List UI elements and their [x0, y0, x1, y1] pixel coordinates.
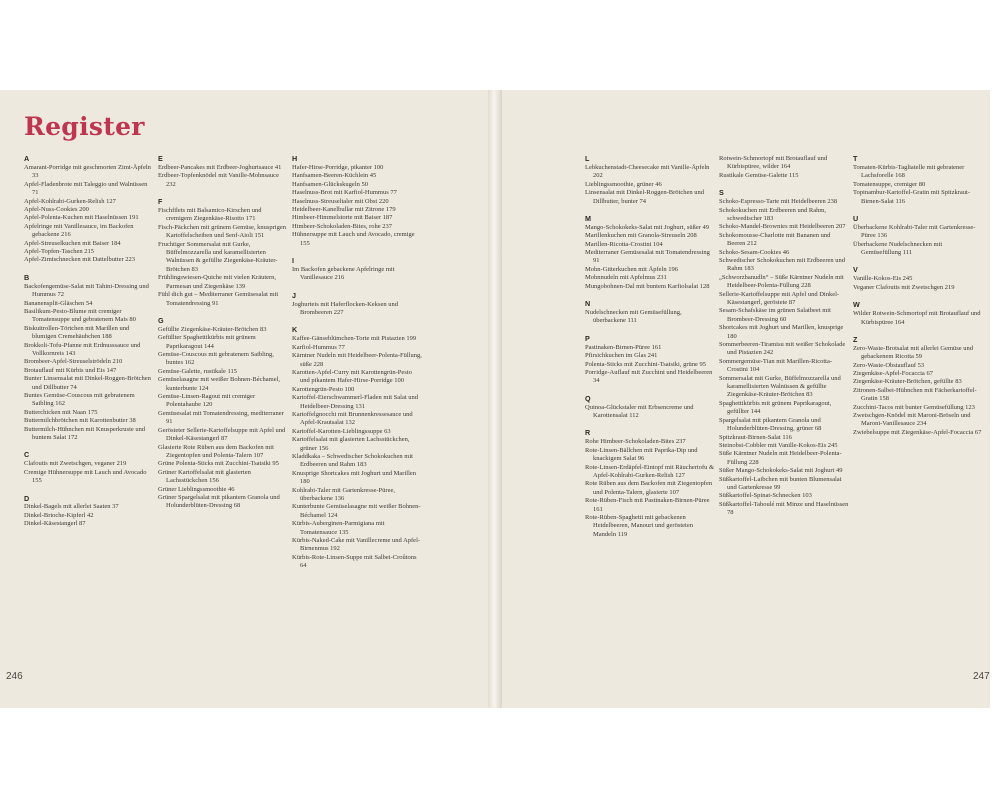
index-entry: Fruchtiger Sommersalat mit Gurke, Büffelmozzarella und karamellisierten Walnüssen & gefüllte Ziegenkäse-Kräuter-Brötchen 83	[158, 240, 278, 273]
page-number-left: 246	[6, 671, 23, 682]
index-entry: Rote-Rüben-Fisch mit Pastinaken-Birnen-Püree 161	[585, 497, 710, 513]
index-entry: Knusprige Shortcakes mit Joghurt und Marillen 180	[292, 469, 417, 486]
section-letter: C	[24, 450, 30, 460]
index-column-3	[292, 155, 422, 580]
index-entry: Süßkartoffel-Taboulé mit Minze und Haselnüssen 78	[719, 500, 849, 517]
index-entry: Linsensalat mit Dinkel-Roggen-Brötchen und Dillbutter, bunter 74	[585, 189, 704, 205]
index-entry: Joghurteis mit Haferflocken-Keksen und Brombeeren 227	[292, 300, 398, 316]
index-section	[292, 155, 422, 248]
page-number-right: 247	[973, 671, 990, 682]
index-entry: Schwedischer Schokokuchen mit Erdbeeren und Rahm 183	[719, 256, 845, 273]
index-entry: Kaffee-Gänseblümchen-Torte mit Pistazien 199	[292, 335, 417, 343]
index-entry: Brokkoli-Tofu-Pfanne mit Erdnusssauce und Vollkornreis 143	[24, 341, 141, 357]
index-entry: Ziegenkäse-Apfel-Focaccia 67	[853, 370, 933, 378]
index-section	[719, 189, 849, 517]
index-section	[585, 429, 715, 539]
index-entry: Grüner Kartoffelsalat mit glasierten Lachsstückchen 156	[158, 468, 251, 485]
index-entry: Süßkartoffel-Spinat-Schnecken 103	[719, 492, 812, 500]
index-section	[585, 335, 715, 386]
index-section	[24, 451, 154, 485]
index-entry: Apfel-Fladenbrote mit Taleggio und Walnüssen 71	[24, 180, 148, 197]
index-entry: Butterchicken mit Naan 175	[24, 408, 98, 416]
index-entry: Erdbeer-Pancakes mit Erdbeer-Joghurtsauce 41	[158, 163, 282, 171]
index-entry: Gemüse-Couscous mit gebratenem Saibling, buntes 162	[158, 351, 274, 367]
index-section	[292, 257, 422, 283]
index-entry: Buttermilch-Hühnchen mit Knusperkruste und buntem Salat 172	[24, 425, 146, 441]
index-entry: Kartoffel-Karotten-Lieblingssuppe 63	[292, 427, 391, 435]
section-letter: V	[853, 265, 858, 275]
index-entry: Bananensplit-Gläschen 54	[24, 299, 93, 307]
index-section	[585, 215, 715, 291]
index-entry: Veganer Clafoutis mit Zwetschgen 219	[853, 283, 955, 291]
index-entry: „Schworzbanudln“ – Süße Kärntner Nudeln mit Heidelbeer-Polenta-Füllung 228	[719, 273, 844, 290]
index-entry: Ziegenkäse-Kräuter-Brötchen, gefüllte 83	[853, 378, 962, 386]
index-entry: Fisch-Päckchen mit grünem Gemüse, knusprigen Kartoffelscheiben und Senf-Aioli 151	[158, 223, 286, 240]
section-letter: H	[292, 154, 298, 163]
index-entry: Schokokuchen mit Erdbeeren und Rahm, schwedischer 183	[719, 206, 827, 222]
section-letter: J	[292, 290, 296, 300]
index-entry: Frühlingswiesen-Quiche mit vielen Kräutern, Parmesan und Ziegenkäse 139	[158, 274, 277, 290]
section-letter: Z	[853, 334, 858, 344]
index-column-4	[585, 155, 715, 548]
index-section	[853, 215, 983, 258]
index-column-6	[853, 155, 983, 446]
index-entry: Überbackene Kohlrabi-Taler mit Gartenkresse-Püree 136	[853, 223, 976, 240]
index-entry: Bunter Linsensalat mit Dinkel-Roggen-Brötchen und Dillbutter 74	[24, 375, 151, 391]
index-entry: Grüner Lieblingssmoothie 46	[158, 485, 235, 493]
index-entry: Sesam-Schafskäse im grünen Salatbeet mit Brombeer-Dressing 60	[719, 307, 831, 323]
index-entry: Backofengemüse-Salat mit Tahini-Dressing und Hummus 72	[24, 282, 149, 299]
index-entry: Nudelschnecken mit Gemüsefüllung, überbackene 111	[585, 309, 682, 325]
index-entry: Amarant-Porridge mit geschmorten Zimt-Äpfeln 33	[24, 163, 151, 180]
section-letter: A	[24, 154, 30, 163]
index-entry: Rote-Linsen-Bällchen mit Paprika-Dip und knackigem Salat 96	[585, 446, 698, 463]
section-letter: D	[24, 493, 30, 503]
index-entry: Mohnnudeln mit Apfelmus 231	[585, 274, 667, 282]
index-entry: Schoko-Mandel-Brownies mit Heidelbeeren 207	[719, 223, 846, 231]
section-letter: M	[585, 213, 591, 223]
index-entry: Kladdkaka – Schwedischer Schokokuchen mit Erdbeeren und Rahm 183	[292, 453, 413, 469]
index-entry: Süßer Mango-Schokokeks-Salat mit Joghurt 49	[719, 467, 843, 475]
index-section	[719, 155, 849, 180]
index-entry: Grüne Polenta-Sticks mit Zucchini-Tsatsiki 95	[158, 460, 279, 468]
index-entry: Lieblingssmoothie, grüner 46	[585, 180, 662, 188]
index-entry: Hafer-Hirse-Porridge, pikanter 100	[292, 163, 384, 171]
page-title: Register	[24, 112, 145, 141]
index-entry: Marillen-Ricotta-Crostini 104	[585, 240, 663, 248]
index-section	[24, 274, 154, 443]
index-entry: Buttermilchbrötchen mit Karottenbutter 38	[24, 417, 136, 425]
index-entry: Sommerbeeren-Tiramisu mit weißer Schokolade und Pistazien 242	[719, 341, 846, 357]
index-column-5	[719, 155, 849, 527]
index-entry: Rotwein-Schmortopf mit Brotauflauf und Kürbispüree, wilder 164	[719, 155, 828, 171]
index-entry: Zero-Waste-Obstauflauf 53	[853, 361, 925, 369]
index-entry: Zitronen-Salbei-Hühnchen mit Fächerkartoffel-Gratin 158	[853, 386, 977, 403]
index-entry: Kartoffelsalat mit glasierten Lachsstückchen, grüner 156	[292, 436, 410, 452]
index-entry: Gefüllter Spaghettikürbis mit grünem Paprikaragout 144	[158, 334, 256, 350]
index-section	[585, 395, 715, 421]
index-entry: Rote Rüben aus dem Backofen mit Ziegentopfen und Polenta-Talern, glasierte 107	[585, 480, 713, 496]
index-entry: Karottengrün-Pesto 100	[292, 385, 355, 393]
index-entry: Fischfilets mit Balsamico-Kirschen und cremigem Ziegenkäse-Risotto 171	[158, 207, 262, 223]
index-entry: Sellerie-Kartoffelsuppe mit Apfel und Dinkel-Käsestangerl, geröstete 87	[719, 290, 840, 306]
index-entry: Apfel-Nuss-Cookies 200	[24, 205, 89, 213]
index-entry: Gemüse-Linsen-Ragout mit cremiger Polentahaube 120	[158, 393, 256, 409]
index-entry: Quinoa-Glückstaler mit Erbsencreme und Karottensalat 112	[585, 403, 694, 420]
index-entry: Überbackene Nudelschnecken mit Gemüsefüllung 111	[853, 240, 943, 257]
index-entry: Erdbeer-Topfenknödel mit Vanille-Mohnsauce 232	[158, 172, 279, 188]
index-entry: Porridge-Auflauf mit Zucchini und Heidelbeeren 34	[585, 368, 713, 385]
index-entry: Kürbis-Naked-Cake mit Vanillecreme und Apfel-Birnenmus 192	[292, 537, 421, 553]
index-entry: Süßkartoffel-Laibchen mit bunten Blumensalat und Gartenkresse 99	[719, 475, 842, 491]
index-entry: Shortcakes mit Joghurt und Marillen, knusprige 180	[719, 324, 844, 340]
index-entry: Brombeer-Apfel-Streuselströdeln 210	[24, 358, 123, 366]
index-entry: Apfel-Polenta-Kuchen mit Haselnüssen 191	[24, 214, 139, 222]
index-section	[292, 326, 422, 570]
index-section	[24, 495, 154, 529]
book-spine	[488, 90, 502, 708]
index-entry: Süße Kärntner Nudeln mit Heidelbeer-Polenta-Füllung 228	[719, 450, 842, 466]
index-entry: Dinkel-Käsestangerl 87	[24, 520, 86, 528]
index-entry: Hanfsamen-Glückskugeln 50	[292, 180, 368, 188]
index-entry: Mungobohnen-Dal mit buntem Karfiolsalat 128	[585, 282, 710, 290]
index-entry: Lebkuchenstadt-Cheesecake mit Vanille-Äpfeln 202	[585, 163, 710, 180]
index-section	[585, 155, 715, 206]
index-entry: Mohn-Gitterkuchen mit Äpfeln 196	[585, 265, 678, 273]
index-entry: Hanfsamen-Beeren-Küchlein 45	[292, 172, 377, 180]
index-column-2	[158, 155, 288, 520]
index-entry: Glasierte Rote Rüben aus dem Backofen mit Ziegentopfen und Polenta-Talern 107	[158, 443, 274, 459]
index-entry: Brotauflauf mit Kürbis und Eis 147	[24, 366, 117, 374]
index-entry: Fühl dich gut – Mediterraner Gemüsesalat mit Tomatendressing 91	[158, 291, 279, 307]
index-entry: Cremige Hühnersuppe mit Lauch und Avocado 155	[24, 468, 147, 485]
index-entry: Schokomousse-Charlotte mit Bananen und Beeren 212	[719, 231, 831, 248]
index-entry: Rote-Linsen-Erdäpfel-Eintopf mit Räuchertofu & Apfel-Kohlrabi-Gurken-Relish 127	[585, 463, 715, 479]
section-letter: K	[292, 325, 298, 335]
index-entry: Apfel-Zimtschnecken mit Dattelbutter 223	[24, 256, 136, 264]
index-entry: Spargelsalat mit pikantem Granola und Holunderblüten-Dressing, grüner 68	[719, 416, 822, 433]
index-entry: Gemüse-Galette, rustikale 115	[158, 367, 237, 375]
section-letter: E	[158, 154, 163, 163]
section-letter: R	[585, 428, 591, 438]
index-entry: Basilikum-Pesto-Blume mit cremiger Tomatensuppe und gebratenem Mais 80	[24, 307, 136, 324]
index-entry: Tomaten-Kürbis-Tagliatelle mit gebratener Lachsforelle 168	[853, 163, 965, 180]
section-letter: F	[158, 197, 163, 207]
index-entry: Haselnuss-Brot mit Karfiol-Hummus 77	[292, 189, 397, 197]
index-entry: Tomatensuppe, cremiger 80	[853, 180, 926, 188]
index-section	[853, 301, 983, 327]
index-section	[585, 300, 715, 326]
section-letter: S	[719, 188, 724, 198]
index-entry: Karfiol-Hummus 77	[292, 343, 345, 351]
index-entry: Spaghettikürbis mit grünem Paprikaragout, gefüllter 144	[719, 399, 832, 416]
index-section	[853, 266, 983, 292]
index-entry: Pastinaken-Birnen-Püree 161	[585, 343, 662, 351]
index-entry: Kartoffelgnocchi mit Brunnenkressesauce und Apfel-Krautsalat 132	[292, 410, 413, 427]
index-entry: Mango-Schokokeks-Salat mit Joghurt, süßer 49	[585, 223, 710, 231]
index-entry: Mediterraner Gemüsesalat mit Tomatendressing 91	[585, 249, 710, 265]
index-entry: Vanille-Kokos-Eis 245	[853, 275, 913, 283]
index-entry: Biskuitrollen-Törtchen mit Marillen und blumigen Cremehäubchen 188	[24, 324, 130, 341]
index-entry: Kürbis-Auberginen-Parmigiana mit Tomatensauce 135	[292, 520, 385, 536]
index-entry: Zwiebelsuppe mit Ziegenkäse-Apfel-Focaccia 67	[853, 428, 982, 436]
index-entry: Himbeer-Himmelstorte mit Baiser 187	[292, 214, 393, 222]
index-entry: Kartoffel-Eierschwammerl-Fladen mit Salat und Heidelbeer-Dressing 131	[292, 394, 419, 410]
index-entry: Zwetschgen-Knödel mit Maroni-Bröseln und Maroni-Vanillesauce 234	[853, 412, 971, 428]
index-entry: Zucchini-Tacos mit bunter Gemüsefüllung 123	[853, 403, 975, 411]
index-entry: Sommergemüse-Tian mit Marillen-Ricotta-Crostini 104	[719, 357, 833, 374]
index-column-1	[24, 155, 154, 538]
index-section	[853, 336, 983, 437]
section-letter: L	[585, 154, 590, 163]
index-entry: Gefüllte Ziegenkäse-Kräuter-Brötchen 83	[158, 325, 267, 333]
section-letter: T	[853, 154, 858, 163]
index-entry: Topinambur-Kartoffel-Gratin mit Spitzkraut-Birnen-Salat 116	[853, 189, 970, 205]
section-letter: G	[158, 315, 164, 325]
index-entry: Schoko-Sesam-Cookies 46	[719, 248, 790, 256]
section-letter: I	[292, 255, 294, 265]
index-entry: Apfel-Streuselkuchen mit Baiser 184	[24, 239, 121, 247]
section-letter: W	[853, 300, 860, 310]
index-entry: Wilder Rotwein-Schmortopf mit Brotauflauf und Kürbispüree 164	[853, 310, 981, 326]
index-section	[158, 198, 288, 308]
index-entry: Im Backofen gebackene Apfelringe mit Vanillesauce 216	[292, 265, 395, 282]
index-entry: Hühnersuppe mit Lauch und Avocado, cremige 155	[292, 231, 415, 247]
index-entry: Gerösteter Sellerie-Kartoffelsuppe mit Apfel und Dinkel-Käsestangerl 87	[158, 426, 286, 443]
index-entry: Zero-Waste-Brotsalat mit allerlei Gemüse und gebackenem Ricotta 59	[853, 344, 974, 361]
index-entry: Clafoutis mit Zwetschgen, veganer 219	[24, 460, 127, 468]
index-entry: Schoko-Espresso-Tarte mit Heidelbeeren 238	[719, 198, 838, 206]
index-entry: Spitzkraut-Birnen-Salat 116	[719, 433, 792, 441]
index-entry: Sommersalat mit Gurke, Büffelmozzarella und karamellisierten Walnüssen & gefüllte Ziegenkäse-Kräuter-Brötchen 83	[719, 374, 841, 399]
index-entry: Polenta-Sticks mit Zucchini-Tsatsiki, grüne 95	[585, 360, 707, 368]
index-entry: Apfel-Topfen-Taschen 215	[24, 247, 95, 255]
index-entry: Rote-Rüben-Spaghetti mit gebackenen Heidelbeeren, Manouri und gerösteten Mandeln 119	[585, 514, 693, 538]
index-entry: Buntes Gemüse-Couscous mit gebratenem Saibling 162	[24, 391, 135, 408]
index-section	[158, 155, 288, 189]
index-entry: Karotten-Apfel-Curry mit Karottengrün-Pesto und pikantem Hafer-Hirse-Porridge 100	[292, 368, 412, 385]
section-letter: N	[585, 299, 591, 309]
section-letter: B	[24, 272, 30, 282]
index-entry: Gemüselasagne mit weißer Bohnen-Béchamel, kunterbunte 124	[158, 376, 281, 392]
index-entry: Kunterbunte Gemüselasagne mit weißer Bohnen-Béchamel 124	[292, 503, 421, 519]
index-entry: Kärntner Nudeln mit Heidelbeer-Polenta-Füllung, süße 228	[292, 352, 422, 368]
index-entry: Apfel-Kohlrabi-Gurken-Relish 127	[24, 197, 116, 205]
index-entry: Kohlrabi-Taler mit Gartenkresse-Püree, überbackene 136	[292, 486, 395, 503]
index-entry: Grüner Spargelsalat mit pikantem Granola und Holunderblüten-Dressing 68	[158, 493, 280, 510]
index-entry: Himbeer-Schokoladen-Bites, rohe 237	[292, 222, 393, 230]
index-entry: Steinobst-Cobbler mit Vanille-Kokos-Eis 245	[719, 441, 838, 449]
index-entry: Haselnuss-Streuseltaler mit Obst 220	[292, 197, 389, 205]
index-section	[158, 317, 288, 511]
section-letter: Q	[585, 393, 591, 403]
section-letter: P	[585, 333, 590, 343]
index-entry: Kürbis-Rote-Linsen-Suppe mit Salbei-Croûtons 64	[292, 553, 417, 570]
index-entry: Dinkel-Bagels mit allerlei Saaten 37	[24, 503, 119, 511]
index-entry: Gemüsesalat mit Tomatendressing, mediterraner 91	[158, 409, 284, 426]
index-entry: Apfelringe mit Vanillesauce, im Backofen gebackene 216	[24, 222, 134, 239]
index-section	[24, 155, 154, 265]
section-letter: U	[853, 213, 859, 223]
index-entry: Pfirsichkuchen im Glas 241	[585, 352, 658, 360]
index-section	[853, 155, 983, 206]
index-entry: Dinkel-Brioche-Kipferl 42	[24, 511, 94, 519]
index-entry: Marillenkuchen mit Granola-Streuseln 208	[585, 232, 697, 240]
index-section	[292, 292, 422, 318]
index-entry: Rohe Himbeer-Schokoladen-Bites 237	[585, 438, 686, 446]
index-entry: Rustikale Gemüse-Galette 115	[719, 171, 799, 179]
index-entry: Heidelbeer-Kanelbullar mit Zitrone 179	[292, 205, 396, 213]
